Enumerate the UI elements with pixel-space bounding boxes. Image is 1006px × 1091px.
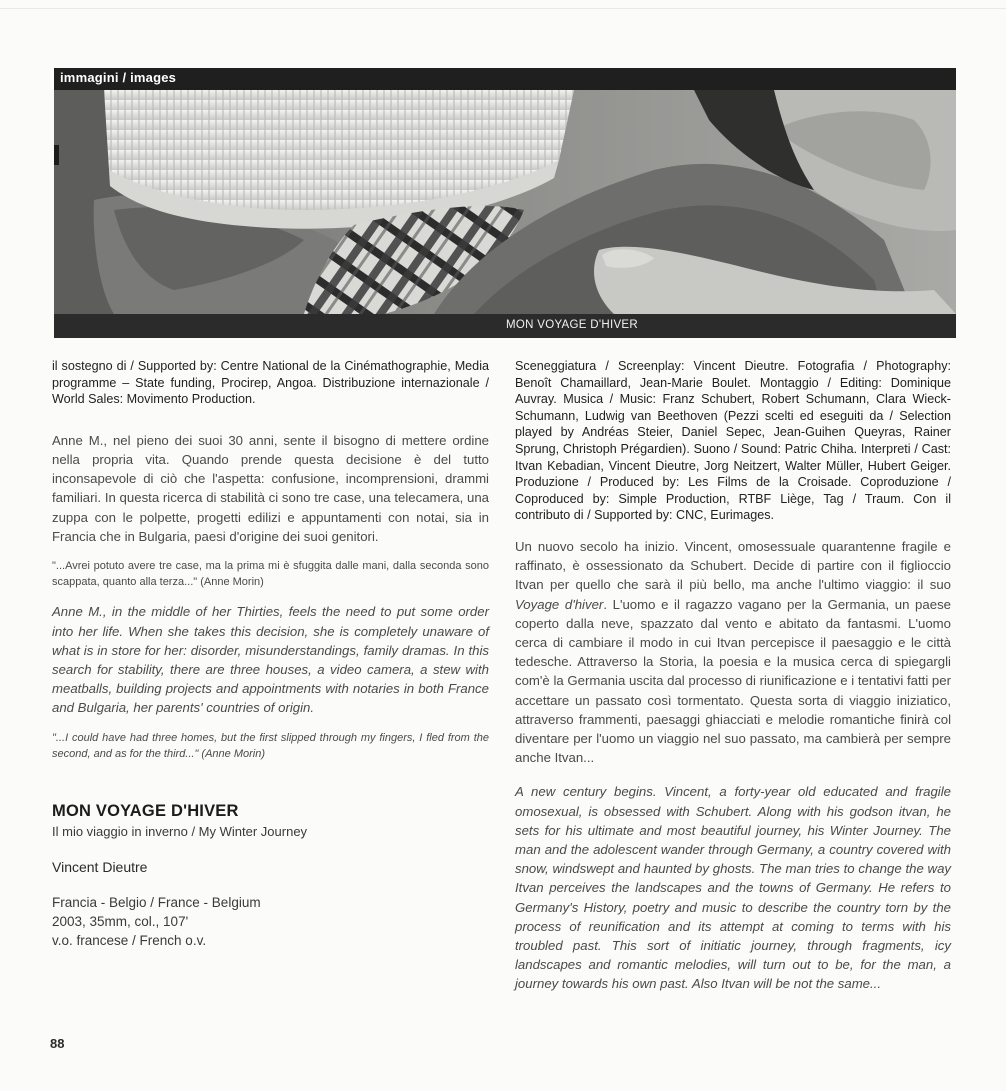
support-credits: il sostegno di / Supported by: Centre National de la Cinémathographie, Media programme – State funding, Procirep, Angoa. Distribuzione internazionale / World Sales: Movimento Production.: [52, 359, 489, 407]
right-column: [515, 358, 951, 994]
section-label: immagini / images: [60, 70, 177, 85]
film-country: Francia - Belgio / France - Belgium: [52, 895, 261, 911]
film-language: v.o. francese / French o.v.: [52, 933, 207, 949]
synopsis-italian-right: [515, 537, 951, 767]
quote-italian: "...Avrei potuto avere tre case, ma la prima mi è sfuggita dalle mani, dalla seconda sono scappata, quanto alla terza..." (Anne Morin): [52, 560, 489, 589]
director-name: Vincent Dieutre: [52, 859, 148, 876]
left-column: [52, 358, 489, 950]
synopsis-it-film-title: Voyage d'hiver: [515, 596, 604, 612]
synopsis-english: Anne M., in the middle of her Thirties, feels the need to put some order into her life. When she takes this decision, she is completely unaware of what is in store for her: disorder, misunderstandings, family dramas. In this search for stability, there are three houses, a video camera, a stew with meatballs, building projects and appointments with notaries in both France and Bulgaria, her parents' countries of origin.: [52, 604, 489, 716]
production-credits: Sceneggiatura / Screenplay: Vincent Dieutre. Fotografia / Photography: Benoît Chamaillard, Jean-Marie Boulet. Montaggio / Editing: Dominique Auvray. Musica / Music: Franz Schubert, Robert Schumann, Clara Wieck-Schumann, Ludwig van Beethoven (Pezzi scelti ed eseguiti da / Selection played by Andréas Steier, Daniel Sepec, Jean-Guihen Queyras, Rainer Sprung, Christoph Prégardien). Suono / Sound: Patric Chiha. Interpreti / Cast: Itvan Kebadian, Vincent Dieutre, Jorg Neitzert, Walter Müller, Hubert Geiger. Produzione / Produced by: Les Films de la Croisade. Coproduzione / Coproduced by: Simple Production, RTBF Liège, Tag / Traum. Con il contributo di / Supported by: CNC, Eurimages.: [515, 359, 951, 523]
synopsis-it-part-2: . L'uomo e il ragazzo vagano per la Germania, un paese coperto dalla neve, spazzato dal vento e abitato da fantasmi. L'uomo cerca di cambiare il modo in cui Itvan percepisce il paesaggio e le città tedesche. Attraverso la Storia, la poesia e la musica cerca di spiegargli com'è la Germania uscita dal processo di riunificazione e i tentativi fatti per accettare un passato così tormentato. Questa sorta di viaggio iniziatico, attraverso frammenti, paesaggi ghiacciati e melodie romantiche finirà col diventare per l'uomo un viaggio nel suo passato, ma cambierà per sempre anche Itvan...: [515, 596, 951, 766]
quote-english: "...I could have had three homes, but the first slipped through my fingers, I fled from the second, and as for the third..." (Anne Morin): [52, 731, 489, 760]
section-header-bar: [54, 68, 956, 90]
page-top-rule: [0, 8, 1006, 9]
synopsis-it-part-1: Un nuovo secolo ha inizio. Vincent, omosessuale quarantenne fragile e raffinato, è ossessionato da Schubert. Decide di partire con il figlioccio Itvan per quello che sarà il più bello, ma anche l'ultimo viaggio: il suo: [515, 538, 951, 593]
synopsis-italian: Anne M., nel pieno dei suoi 30 anni, sente il bisogno di mettere ordine nella propria vita. Quando prende questa decisione è del tutto inconsapevole di ciò che l'aspetta: confusione, incomprensioni, drammi familiari. In questa ricerca di stabilità ci sono tre case, una telecamera, una zuppa con le polpette, progetti edilizi e appuntamenti con notai, sia in Francia che in Bulgaria, paesi d'origine dei suoi genitori.: [52, 432, 489, 544]
synopsis-english-right: A new century begins. Vincent, a forty-year old educated and fragile omosexual, is obsessed with Schubert. Along with his godson itvan, he sets for his ultimate and most beautiful journey, his Winter Journey. The man and the adolescent wander through Germany, a country covered with snow, windswept and haunted by ghosts. The man tries to change the way Itvan perceives the landscapes and the towns of Germany. He refers to Germany's History, poetry and music to describe the country torn by the process of reunification and its attempt at coming to terms with his troubled past. This sort of initiatic journey, through fragments, icy landscapes and romantic melodies, will turn out to be, for the man, a journey towards his own past. Also Itvan will be not the same...: [515, 784, 951, 992]
film-title: MON VOYAGE D'HIVER: [52, 802, 239, 821]
page-number: 88: [50, 1036, 65, 1051]
photo-caption-bar: [54, 314, 956, 338]
photo-caption: MON VOYAGE D'HIVER: [506, 319, 638, 331]
film-subtitle: Il mio viaggio in inverno / My Winter Journey: [52, 824, 308, 840]
film-info: [52, 893, 489, 950]
film-specs: 2003, 35mm, col., 107': [52, 914, 189, 930]
film-still-photo: [54, 90, 956, 314]
